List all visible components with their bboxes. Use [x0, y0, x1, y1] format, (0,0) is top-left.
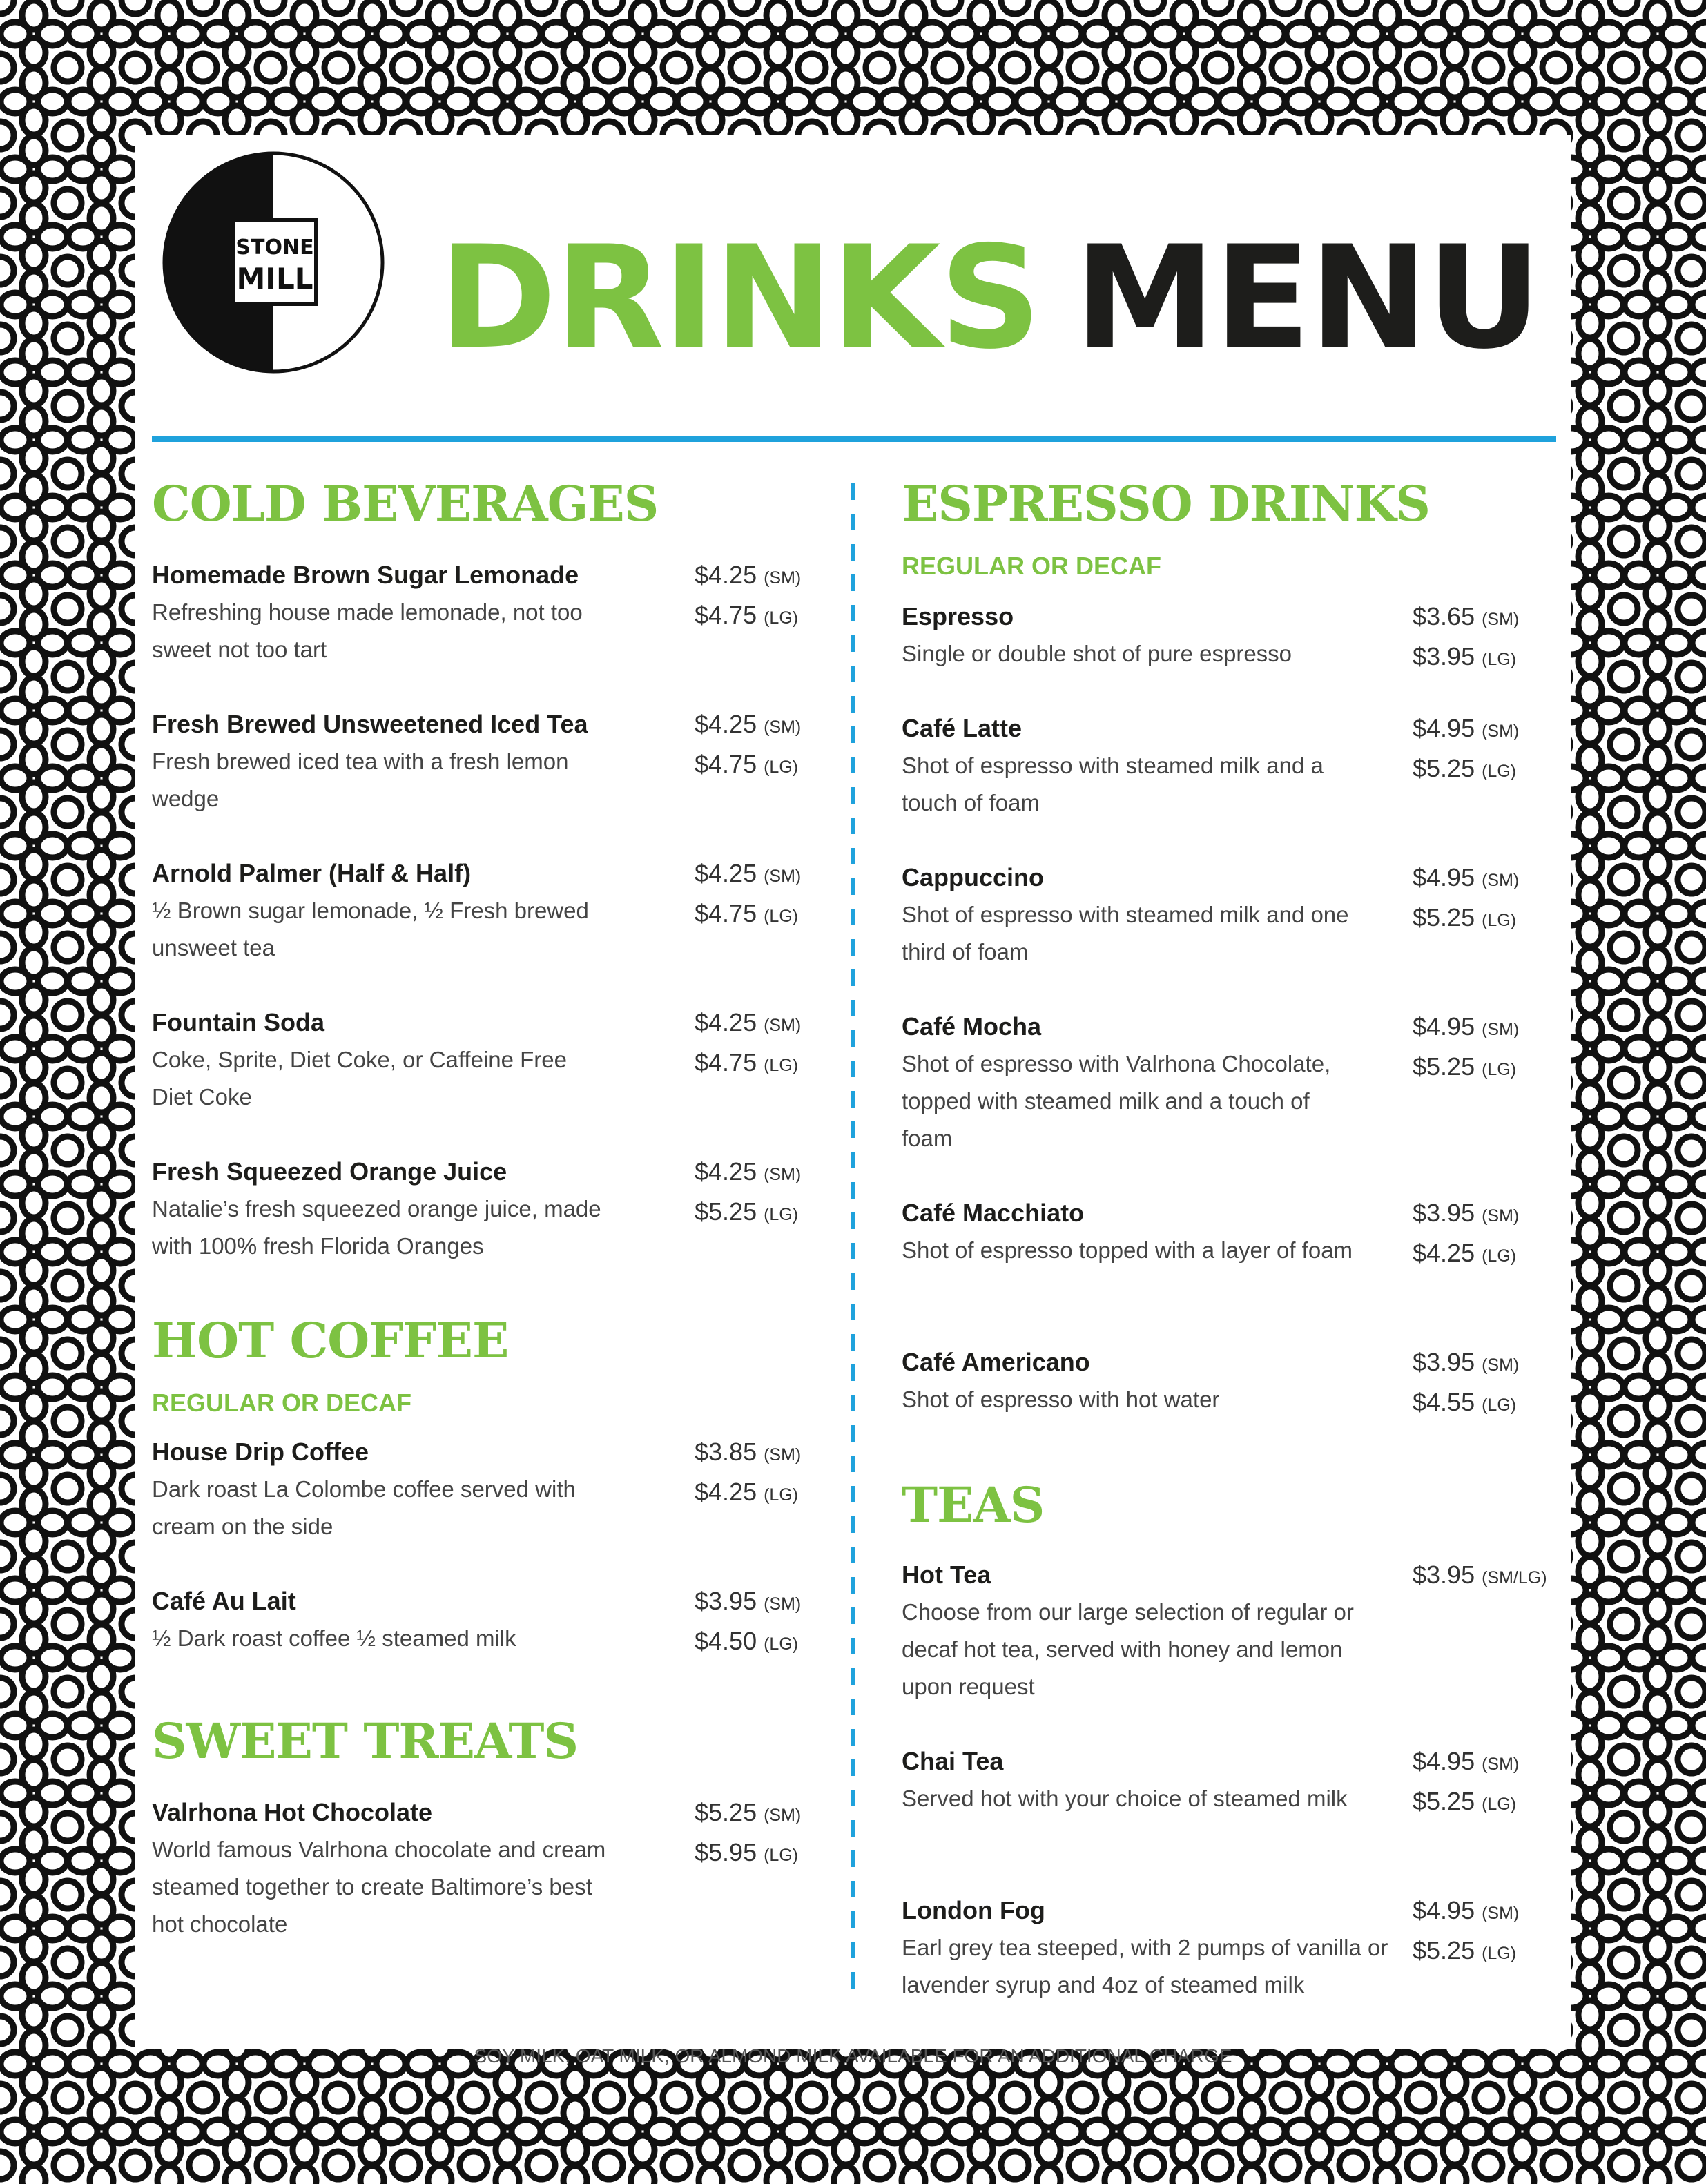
item-name: Espresso	[902, 602, 1014, 630]
menu-item	[152, 706, 842, 818]
item-price: $3.95 (SM/LG)	[1413, 1560, 1547, 1589]
item-desc: Shot of espresso with Valrhona Chocolate, topped with steamed milk and a touch of foam	[902, 1051, 1331, 1151]
item-price: $3.85 (SM) $4.25 (LG)	[695, 1438, 802, 1506]
item-desc: Coke, Sprite, Diet Coke, or Caffeine Free Diet Coke	[152, 1047, 567, 1110]
section-title-hot-coffee: HOT COFFEE	[152, 1312, 509, 1369]
footer-note: SOY MILK, OAT MILK, OR ALMOND MILK AVAILABLE FOR AN ADDITIONAL CHARGE	[474, 2045, 1232, 2067]
item-price: $5.25 (SM) $5.95 (LG)	[695, 1798, 802, 1866]
title-word-drinks: DRINKS	[439, 216, 1040, 380]
section-subtitle: REGULAR OR DECAF	[902, 552, 1161, 580]
section-title-teas: TEAS	[902, 1476, 1045, 1534]
item-name: Café Latte	[902, 714, 1022, 742]
item-price: $4.95 (SM) $5.25 (LG)	[1413, 1012, 1520, 1081]
item-desc: Shot of espresso with steamed milk and a touch of foam	[902, 753, 1324, 815]
item-desc: ½ Dark roast coffee ½ steamed milk	[152, 1625, 516, 1651]
item-desc: Earl grey tea steeped, with 2 pumps of vanilla or lavender syrup and 4oz of steamed milk	[902, 1935, 1388, 1998]
item-price: $4.25 (SM) $4.75 (LG)	[695, 859, 802, 927]
item-price: $4.95 (SM) $5.25 (LG)	[1413, 1747, 1520, 1815]
menu-item	[902, 1344, 1592, 1418]
logo-line2: MILL	[236, 262, 313, 296]
item-desc: Shot of espresso with hot water	[902, 1386, 1220, 1412]
item-price: $4.95 (SM) $5.25 (LG)	[1413, 1896, 1520, 1964]
item-desc: Served hot with your choice of steamed milk	[902, 1786, 1348, 1811]
menu-item	[152, 1153, 842, 1265]
item-desc: Choose from our large selection of regular or decaf hot tea, served with honey and lemon upon request	[902, 1599, 1354, 1699]
item-price: $3.95 (SM) $4.55 (LG)	[1413, 1348, 1520, 1416]
item-desc: Single or double shot of pure espresso	[902, 641, 1292, 666]
page-title	[439, 216, 1540, 380]
item-price: $3.95 (SM) $4.25 (LG)	[1413, 1199, 1520, 1267]
item-price: $4.95 (SM) $5.25 (LG)	[1413, 714, 1520, 782]
section-subtitle: REGULAR OR DECAF	[152, 1389, 411, 1417]
item-price: $4.95 (SM) $5.25 (LG)	[1413, 863, 1520, 931]
item-desc: Refreshing house made lemonade, not too sweet not too tart	[152, 599, 583, 662]
item-name: Café Americano	[902, 1348, 1090, 1376]
menu-item	[152, 1004, 842, 1116]
menu-item	[152, 1794, 842, 1943]
item-name: Café Mocha	[902, 1012, 1042, 1041]
header-divider	[152, 436, 1556, 442]
menu-item	[152, 557, 842, 668]
item-name: Fresh Brewed Unsweetened Iced Tea	[152, 710, 588, 738]
item-price: $4.25 (SM) $5.25 (LG)	[695, 1157, 802, 1226]
item-name: Valrhona Hot Chocolate	[152, 1798, 433, 1826]
item-name: Chai Tea	[902, 1747, 1004, 1775]
item-price: $4.25 (SM) $4.75 (LG)	[695, 561, 802, 629]
menu-item	[902, 1743, 1592, 1817]
item-name: Café Au Lait	[152, 1587, 296, 1615]
stone-mill-logo	[162, 151, 385, 374]
section-title-espresso: ESPRESSO DRINKS	[902, 475, 1430, 532]
menu-item	[902, 859, 1592, 971]
item-desc: ½ Brown sugar lemonade, ½ Fresh brewed unsweet tea	[152, 898, 589, 960]
item-name: Fountain Soda	[152, 1008, 324, 1036]
item-name: Cappuccino	[902, 863, 1045, 891]
item-desc: Dark roast La Colombe coffee served with cream on the side	[152, 1476, 576, 1539]
item-price: $3.65 (SM) $3.95 (LG)	[1413, 602, 1520, 670]
menu-item	[902, 1556, 1592, 1705]
item-name: House Drip Coffee	[152, 1438, 369, 1466]
item-desc: Shot of espresso topped with a layer of foam	[902, 1237, 1353, 1263]
section-title-sweet-treats: SWEET TREATS	[152, 1712, 579, 1770]
menu-item	[902, 598, 1592, 673]
item-name: London Fog	[902, 1896, 1045, 1924]
item-name: Arnold Palmer (Half & Half)	[152, 859, 472, 887]
menu-item	[152, 855, 842, 967]
item-desc: Fresh brewed iced tea with a fresh lemon wedge	[152, 748, 569, 811]
menu-item	[152, 1433, 842, 1545]
item-price: $4.25 (SM) $4.75 (LG)	[695, 710, 802, 778]
title-word-menu: MENU	[1074, 216, 1540, 380]
item-desc: World famous Valrhona chocolate and cream steamed together to create Baltimore’s best hot chocolate	[152, 1837, 606, 1937]
item-price: $3.95 (SM) $4.50 (LG)	[695, 1587, 802, 1655]
menu-item	[902, 1892, 1592, 2004]
item-name: Fresh Squeezed Orange Juice	[152, 1157, 507, 1186]
item-price: $4.25 (SM) $4.75 (LG)	[695, 1008, 802, 1076]
menu-item	[902, 710, 1592, 822]
column-divider	[851, 483, 855, 1995]
item-name: Hot Tea	[902, 1560, 991, 1589]
item-name: Café Macchiato	[902, 1199, 1085, 1227]
menu-item	[152, 1583, 842, 1657]
menu-item	[902, 1195, 1592, 1269]
section-title-cold: COLD BEVERAGES	[152, 475, 659, 532]
item-desc: Natalie’s fresh squeezed orange juice, made with 100% fresh Florida Oranges	[152, 1196, 601, 1259]
item-desc: Shot of espresso with steamed milk and one third of foam	[902, 902, 1349, 965]
logo-line1: STONE	[235, 235, 314, 260]
menu-item	[902, 1008, 1592, 1157]
item-name: Homemade Brown Sugar Lemonade	[152, 561, 579, 589]
